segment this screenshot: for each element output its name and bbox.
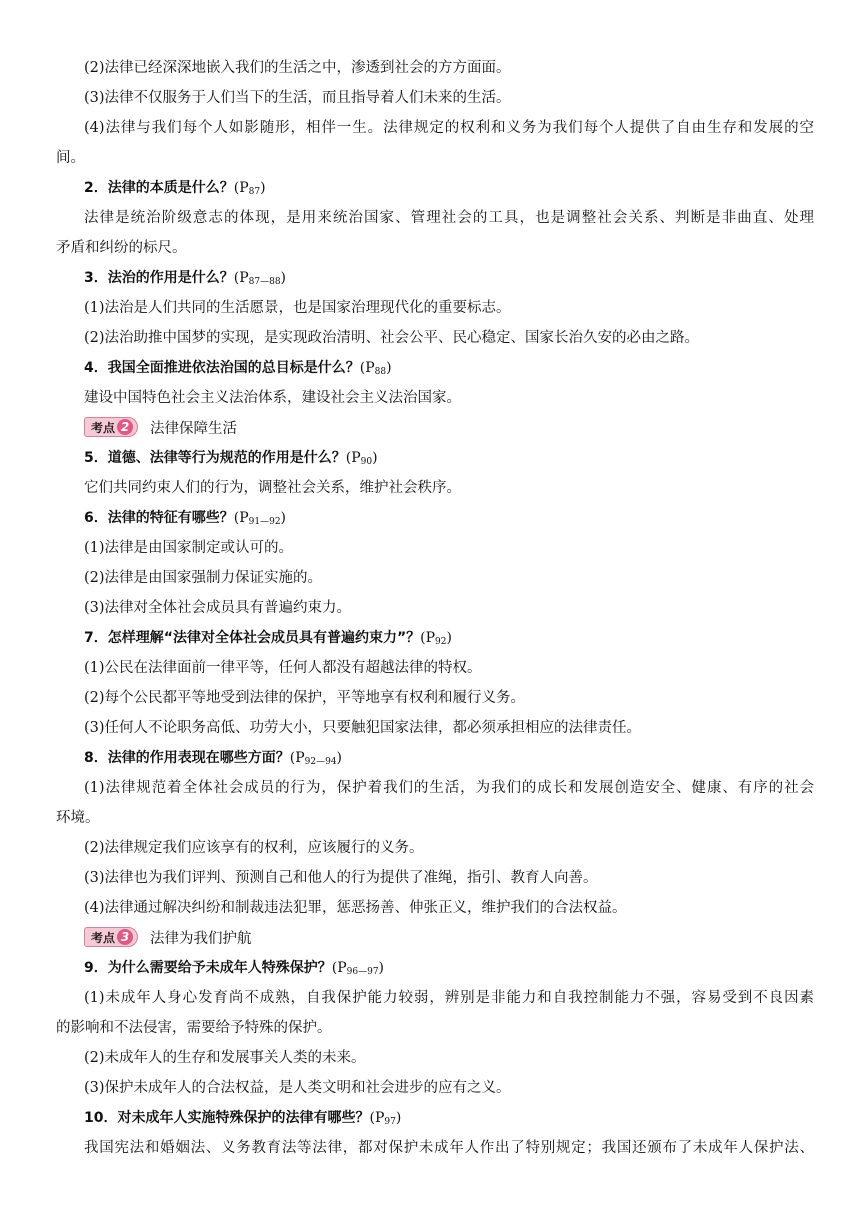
question-text: 7．怎样理解“法律对全体社会成员具有普遍约束力”？ xyxy=(84,630,421,646)
exam-point-title: 法律保障生活 xyxy=(150,420,238,437)
exam-point-header xyxy=(84,926,252,948)
answer: (2)法律是由国家强制力保证实施的。 xyxy=(84,570,323,586)
answer: (2)法治助推中国梦的实现，是实现政治清明、社会公平、民心稳定、国家长治久安的必由之路。 xyxy=(84,330,700,346)
answer: (2)每个公民都平等地受到法律的保护，平等地享有权利和履行义务。 xyxy=(84,690,526,706)
question-heading xyxy=(84,448,814,468)
answer: (1)法治是人们共同的生活愿景，也是国家治理现代化的重要标志。 xyxy=(84,300,511,316)
page-reference: $(P_{97})$ xyxy=(369,1110,402,1127)
answer: (1)法律是由国家制定或认可的。 xyxy=(84,540,294,556)
question-text: 2．法律的本质是什么？ xyxy=(84,180,234,196)
answer: (3)法律对全体社会成员具有普遍约束力。 xyxy=(84,600,352,616)
question-heading xyxy=(84,178,814,198)
page-reference: $(P_{87})$ xyxy=(233,180,266,197)
exam-point-badge: 考点 2 xyxy=(84,417,138,437)
page-reference: $(P_{91—92})$ xyxy=(233,510,287,527)
question-heading xyxy=(84,508,814,528)
page-reference: $(P_{87—88})$ xyxy=(233,270,287,287)
question-heading xyxy=(84,628,814,648)
answer-continued: 的影响和不法侵害，需要给予特殊的保护。 xyxy=(56,1020,332,1036)
paragraph: (2)法律已经深深地嵌入我们的生活之中，渗透到社会的方方面面。 xyxy=(84,60,511,76)
question-text: 10．对未成年人实施特殊保护的法律有哪些？ xyxy=(84,1110,370,1126)
answer: (4)法律通过解决纠纷和制裁违法犯罪，惩恶扬善、伸张正义，维护我们的合法权益。 xyxy=(84,900,627,916)
exam-point-header xyxy=(84,416,237,438)
answer: 它们共同约束人们的行为，调整社会关系，维护社会秩序。 xyxy=(84,480,461,496)
page-reference: $(P_{92})$ xyxy=(420,630,452,647)
answer: 法律是统治阶级意志的体现，是用来统治国家、管理社会的工具，也是调整社会关系、判断是非曲直、处理 xyxy=(84,210,814,226)
question-heading xyxy=(84,358,814,378)
answer: (3)任何人不论职务高低、功劳大小，只要触犯国家法律，都必须承担相应的法律责任。 xyxy=(84,720,642,736)
answer: (3)保护未成年人的合法权益，是人类文明和社会进步的应有之义。 xyxy=(84,1080,511,1096)
page-reference: $(P_{92—94})$ xyxy=(289,750,343,767)
page-reference: $(P_{88})$ xyxy=(359,360,392,377)
answer: (3)法律也为我们评判、预测自己和他人的行为提供了准绳，指引、教育人向善。 xyxy=(84,870,598,886)
answer-continued: 矛盾和纠纷的标尺。 xyxy=(56,240,187,256)
paragraph: (4)法律与我们每个人如影随形，相伴一生。法律规定的权利和义务为我们每个人提供了自由生存和发展的空 xyxy=(84,120,814,136)
question-heading xyxy=(84,958,814,978)
paragraph-continued: 间。 xyxy=(56,150,85,166)
exam-point-badge: 考点 3 xyxy=(84,927,138,947)
answer: (1)未成年人身心发育尚不成熟，自我保护能力较弱，辨别是非能力和自我控制能力不强，容易受到不良因素 xyxy=(84,990,814,1006)
page-reference: $(P_{90})$ xyxy=(345,450,378,467)
question-text: 5．道德、法律等行为规范的作用是什么？ xyxy=(84,450,346,466)
answer: (2)未成年人的生存和发展事关人类的未来。 xyxy=(84,1050,366,1066)
question-text: 9．为什么需要给予未成年人特殊保护？ xyxy=(84,960,332,976)
answer: (2)法律规定我们应该享有的权利，应该履行的义务。 xyxy=(84,840,424,856)
answer: 我国宪法和婚姻法、义务教育法等法律，都对保护未成年人作出了特别规定；我国还颁布了未成年人保护法、 xyxy=(84,1140,814,1156)
answer-continued: 环境。 xyxy=(56,810,100,826)
question-heading xyxy=(84,268,814,288)
page-reference: $(P_{96—97})$ xyxy=(331,960,385,977)
question-heading xyxy=(84,748,814,768)
answer: 建设中国特色社会主义法治体系，建设社会主义法治国家。 xyxy=(84,390,461,406)
paragraph: (3)法律不仅服务于人们当下的生活，而且指导着人们未来的生活。 xyxy=(84,90,511,106)
answer: (1)法律规范着全体社会成员的行为，保护着我们的生活，为我们的成长和发展创造安全、健康、有序的社会 xyxy=(84,780,814,796)
question-text: 4．我国全面推进依法治国的总目标是什么？ xyxy=(84,360,360,376)
question-text: 8．法律的作用表现在哪些方面？ xyxy=(84,750,290,766)
question-heading xyxy=(84,1108,814,1128)
answer: (1)公民在法律面前一律平等，任何人都没有超越法律的特权。 xyxy=(84,660,482,676)
question-text: 3．法治的作用是什么？ xyxy=(84,270,234,286)
exam-point-title: 法律为我们护航 xyxy=(150,930,252,947)
question-text: 6．法律的特征有哪些？ xyxy=(84,510,234,526)
